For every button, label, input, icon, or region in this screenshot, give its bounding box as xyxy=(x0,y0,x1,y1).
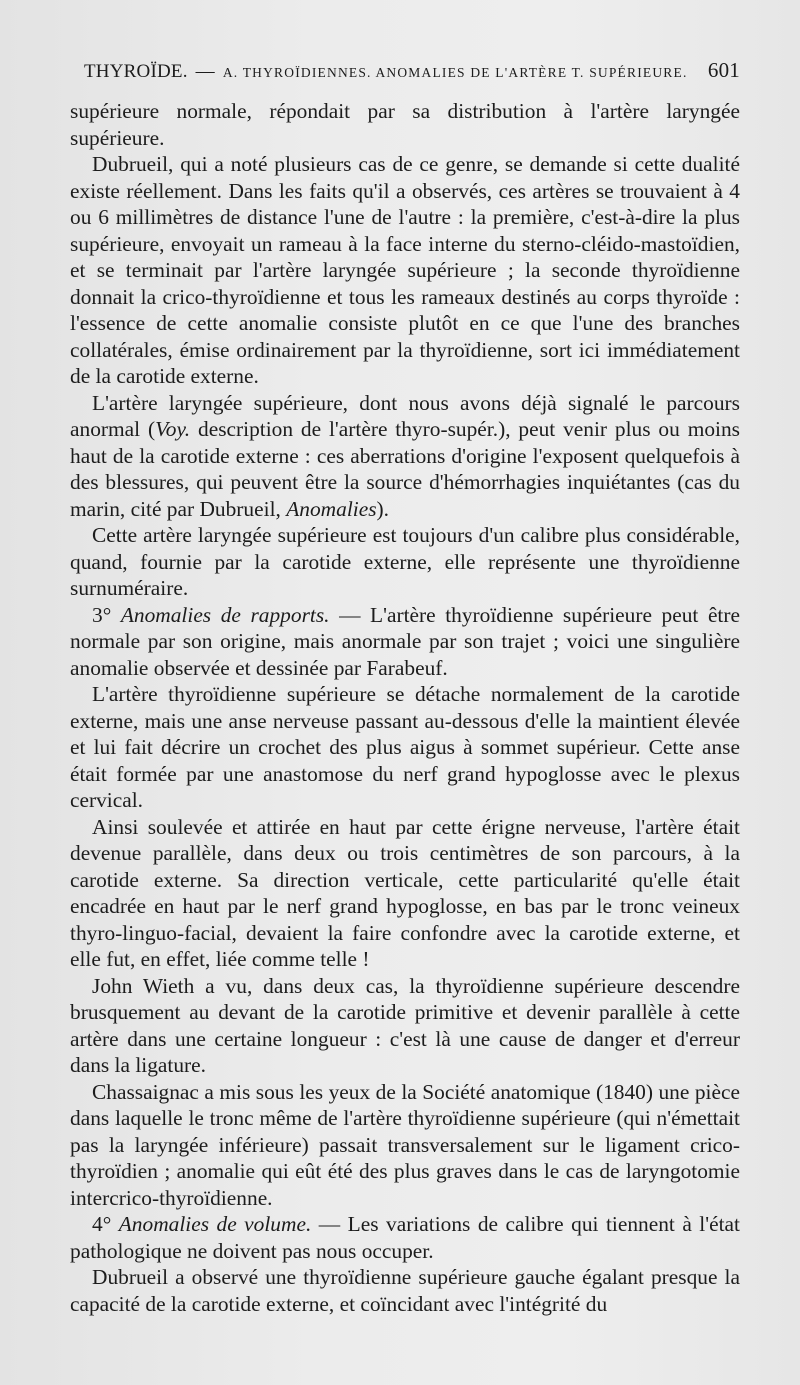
running-header xyxy=(84,58,740,83)
paragraph xyxy=(70,602,740,682)
paragraph xyxy=(70,814,740,973)
paragraph xyxy=(70,522,740,602)
header-dash: — xyxy=(195,61,215,82)
text-run: John Wieth a vu, dans deux cas, la thyroïdienne supérieure descendre brusquement au devant de la carotide primitive et devenir parallèle à cette artère dans une certaine longueur : c'est là une cause de danger et d'erreur dans la ligature. xyxy=(70,973,740,1077)
text-run: Chassaignac a mis sous les yeux de la Société anatomique (1840) une pièce dans laquelle le tronc même de l'artère thyroïdienne supérieure (qui n'émettait pas la laryngée inférieure) passait transversalement sur le ligament crico-thyroïdien ; anomalie qui eût été des plus graves dans le cas de laryngotomie intercrico-thyroïdienne. xyxy=(70,1079,740,1210)
text-run: ). xyxy=(376,496,390,521)
italic-text: Anomalies de volume. xyxy=(118,1212,312,1236)
paragraph xyxy=(70,681,740,814)
italic-text: Anomalies de rapports. xyxy=(120,602,330,627)
text-run: Cette artère laryngée supérieure est toujours d'un calibre plus considérable, quand, fournie par la carotide externe, elle représente une thyroïdienne surnuméraire. xyxy=(70,523,740,600)
text-run: Dubrueil, qui a noté plusieurs cas de ce genre, se demande si cette dualité existe réellement. Dans les faits qu'il a observés, ces artères se trouvaient à 4 ou 6 millimètres de distance l'une de l'autre : la première, c'est-à-dire la plus supérieure, envoyait un rameau à la face interne du sterno-cléido-mastoïdien, et se terminait par l'artère laryngée supérieure ; la seconde thyroïdienne donnait la crico-thyroïdienne et tous les rameaux destinés au corps thyroïde : l'essence de cette anomalie consiste plutôt en ce que l'une des branches collatérales, émise ordinairement par la thyroïdienne, sort ici immédiatement de la carotide externe. xyxy=(70,152,740,388)
paragraph xyxy=(70,98,740,151)
paragraph xyxy=(70,973,740,1079)
header-running-title: A. THYROÏDIENNES. ANOMALIES DE L'ARTÈRE T. SUPÉRIEURE. xyxy=(222,65,688,80)
page-number: 601 xyxy=(707,58,740,82)
header-title: THYROÏDE. xyxy=(84,61,188,82)
paragraph xyxy=(70,151,740,390)
text-run: supérieure normale, répondait par sa distribution à l'artère laryngée supérieure. xyxy=(70,99,740,150)
text-run: 3° xyxy=(92,602,121,627)
body-text xyxy=(70,98,740,1317)
text-run: description de l'artère thyro-supér.), peut venir plus ou moins haut de la carotide externe : ces aberrations d'origine l'exposent quelquefois à des blessures, qui peuvent être la source d'hémorrhagies inquiétantes (cas du marin, cité par Dubrueil, xyxy=(70,417,740,521)
text-run: L'artère laryngée supérieure, dont nous avons déjà signalé le parcours anormal ( xyxy=(70,390,740,441)
text-run: — L'artère thyroïdienne supérieure peut être normale par son origine, mais anormale par son trajet ; voici une singulière anomalie observée et dessinée par Farabeuf. xyxy=(70,602,740,680)
paragraph xyxy=(70,390,740,523)
header-left xyxy=(84,61,688,83)
paragraph xyxy=(70,1211,740,1264)
italic-text: Voy. xyxy=(155,417,191,441)
paragraph xyxy=(70,1079,740,1212)
text-run: L'artère thyroïdienne supérieure se détache normalement de la carotide externe, mais une anse nerveuse passant au-dessous d'elle la maintient élevée et lui fait décrire un crochet des plus aigus à sommet supérieur. Cette anse était formée par une anastomose du nerf grand hypoglosse avec le plexus cervical. xyxy=(70,682,740,812)
text-run: 4° xyxy=(92,1212,119,1236)
paragraph xyxy=(70,1264,740,1317)
text-run: Dubrueil a observé une thyroïdienne supérieure gauche égalant presque la capacité de la carotide externe, et coïncidant avec l'intégrité du xyxy=(70,1265,740,1316)
italic-text: Anomalies xyxy=(286,496,377,521)
text-run: Ainsi soulevée et attirée en haut par cette érigne nerveuse, l'artère était devenue parallèle, dans deux ou trois centimètres de son parcours, à la carotide externe. Sa direction verticale, cette particularité qu'elle était encadrée en haut par le nerf grand hypoglosse, en bas par le tronc veineux thyro-linguo-facial, devaient la faire confondre avec la carotide externe, et elle fut, en effet, liée comme telle ! xyxy=(70,814,740,971)
text-run: — Les variations de calibre qui tiennent à l'état pathologique ne doivent pas nous occuper. xyxy=(70,1212,740,1263)
